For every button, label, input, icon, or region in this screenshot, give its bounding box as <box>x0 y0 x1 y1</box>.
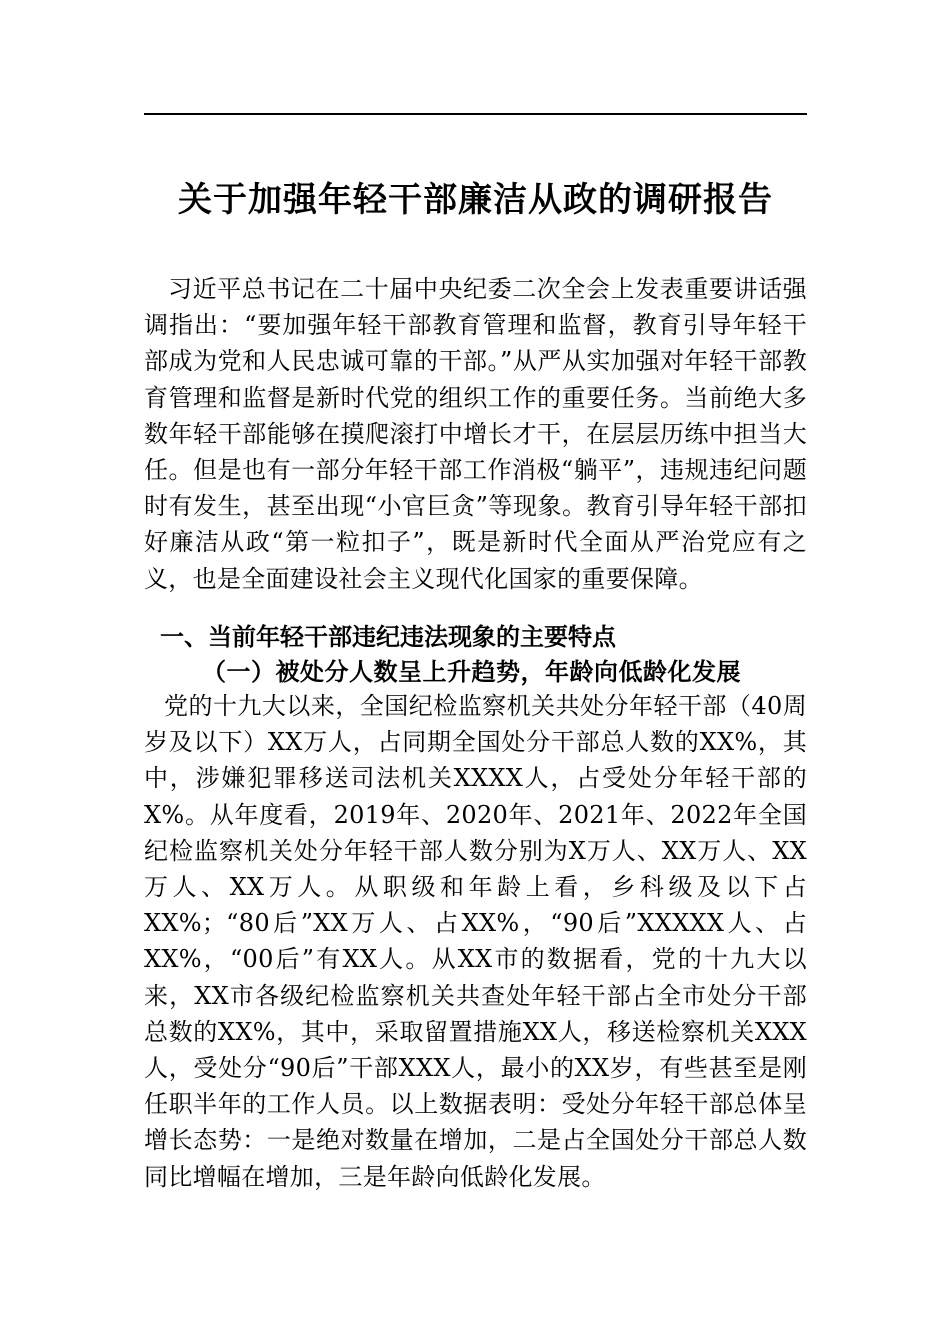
header-rule <box>144 113 807 115</box>
document-title: 关于加强年轻干部廉洁从政的调研报告 <box>178 180 773 220</box>
subsection-heading: （一）被处分人数呈上升趋势，年龄向低龄化发展 <box>202 657 741 686</box>
intro-paragraph: 习近平总书记在二十届中央纪委二次全会上发表重要讲话强调指出：“要加强年轻干部教育管理和监督，教育引导年轻干部成为党和人民忠诚可靠的干部。”从严从实加强对年轻干部教育管理和监督是新时代党的组织工作的重要任务。当前绝大多数年轻干部能够在摸爬滚打中增长才干，在层层历练中担当大任。但是也有一部分年轻干部工作消极“躺平”，违规违纪问题时有发生，甚至出现“小官巨贪”等现象。教育引导年轻干部扣好廉洁从政“第一粒扣子”，既是新时代全面从严治党应有之义，也是全面建设社会主义现代化国家的重要保障。 <box>144 275 807 593</box>
section-paragraph: 党的十九大以来，全国纪检监察机关共处分年轻干部（40周岁及以下）XX万人，占同期全国处分干部总人数的XX%，其中，涉嫌犯罪移送司法机关XXXX人，占受处分年轻干部的X%。从年度看，2019年、2020年、2021年、2022年全国纪检监察机关处分年轻干部人数分别为X万人、XX万人、XX万人、XX万人。从职级和年龄上看，乡科级及以下占XX%；“80后”XX万人、占XX%，“90后”XXXXX人、占XX%，“00后”有XX人。从XX市的数据看，党的十九大以来，XX市各级纪检监察机关共查处年轻干部占全市处分干部总数的XX%，其中，采取留置措施XX人，移送检察机关XXX人，受处分“90后”干部XXX人，最小的XX岁，有些甚至是刚任职半年的工作人员。以上数据表明：受处分年轻干部总体呈增长态势：一是绝对数量在增加，二是占全国处分干部总人数同比增幅在增加，三是年龄向低龄化发展。 <box>144 692 807 1191</box>
section-heading: 一、当前年轻干部违纪违法现象的主要特点 <box>160 623 616 651</box>
